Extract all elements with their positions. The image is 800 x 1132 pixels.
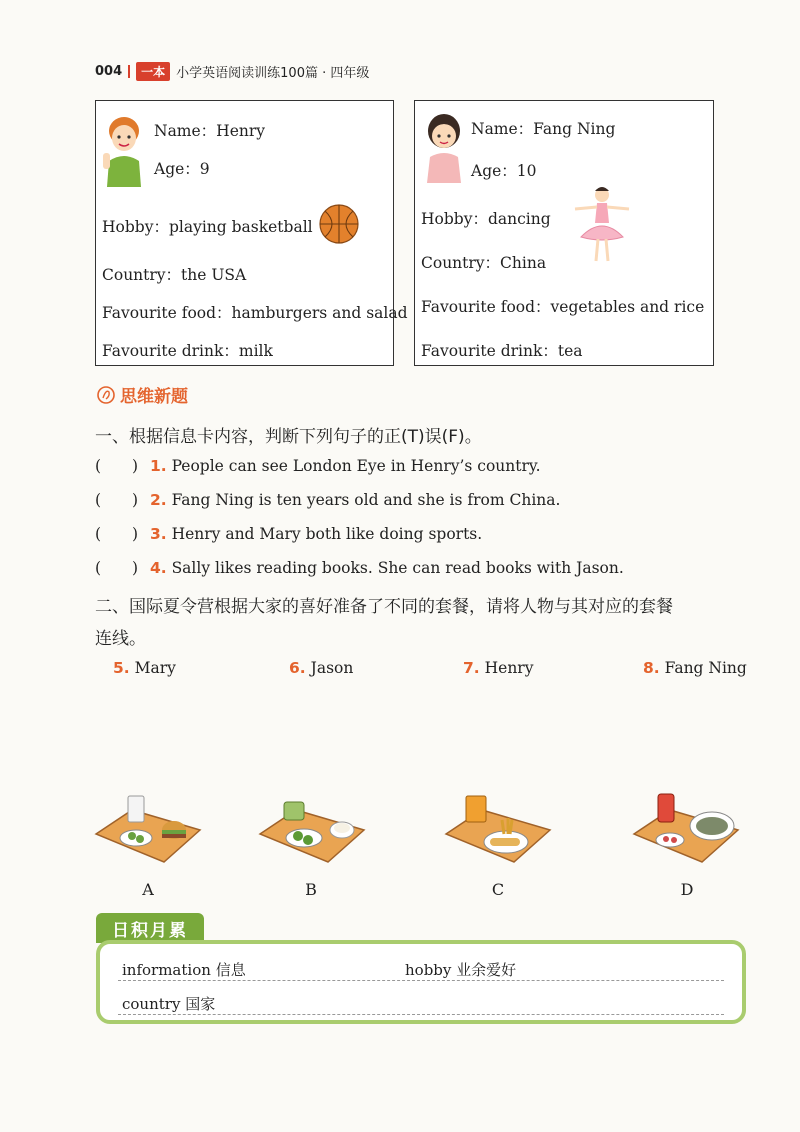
henry-hobby: Hobby：playing basketball [102, 218, 313, 236]
girl-avatar-icon [421, 109, 467, 183]
option-label-d: D [680, 880, 694, 899]
person-henry[interactable]: 7. Henry [463, 659, 534, 677]
vocab-title: 日积月累 [96, 913, 204, 943]
page-number: 004 [95, 63, 123, 79]
brand-logo: 一本 [136, 62, 170, 81]
vocab-item-hobby: hobby 业余爱好 [405, 961, 517, 979]
question-4 [95, 556, 624, 578]
henry-drink: Favourite drink：milk [102, 342, 273, 360]
vocab-item-country: country 国家 [122, 995, 216, 1013]
person-fang-ning[interactable]: 8. Fang Ning [643, 659, 747, 677]
person-jason[interactable]: 6. Jason [289, 659, 354, 677]
question-text: People can see London Eye in Henry’s country. [171, 457, 541, 475]
book-title: 小学英语阅读训练100篇 · 四年级 [176, 65, 370, 81]
fang-ning-food: Favourite food：vegetables and rice [421, 298, 705, 316]
vocab-box [96, 940, 746, 1024]
question-text: Fang Ning is ten years old and she is from China. [171, 491, 561, 509]
basketball-icon [318, 203, 360, 245]
fang-ning-drink: Favourite drink：tea [421, 342, 583, 360]
info-card-henry [95, 100, 408, 366]
henry-age: Age：9 [154, 160, 210, 178]
question-text: Sally likes reading books. She can read books with Jason. [171, 559, 624, 577]
fang-ning-name: Name：Fang Ning [471, 120, 616, 138]
info-card-fang-ning [414, 100, 714, 366]
vocab-item-information: information 信息 [122, 961, 246, 979]
fang-ning-country: Country：China [421, 254, 547, 272]
vocab-divider [118, 980, 724, 981]
question-2 [95, 488, 560, 510]
answer-blank[interactable]: ( ) [95, 457, 139, 475]
answer-blank[interactable]: ( ) [95, 559, 139, 577]
dancer-icon [567, 183, 637, 265]
meal-tray-c-icon[interactable] [442, 790, 554, 870]
option-label-b: B [305, 880, 317, 899]
boy-avatar-icon [101, 111, 147, 187]
question-text: Henry and Mary both like doing sports. [171, 525, 483, 543]
part2-instruction-line1: 二、国际夏令营根据大家的喜好准备了不同的套餐，请将人物与其对应的套餐 [95, 597, 673, 617]
meal-tray-b-icon[interactable] [256, 790, 368, 870]
question-number: 1. [149, 457, 167, 475]
henry-country: Country：the USA [102, 266, 247, 284]
person-mary[interactable]: 5. Mary [113, 659, 176, 677]
section-title [96, 382, 188, 407]
answer-blank[interactable]: ( ) [95, 525, 139, 543]
meal-tray-d-icon[interactable] [630, 790, 742, 870]
henry-food: Favourite food：hamburgers and salad [102, 304, 408, 322]
section-title-text: 思维新题 [120, 387, 188, 407]
question-3 [95, 522, 482, 544]
fang-ning-hobby: Hobby：dancing [421, 210, 551, 228]
henry-name: Name：Henry [154, 122, 266, 140]
question-number: 4. [149, 559, 167, 577]
question-number: 3. [149, 525, 167, 543]
lightbulb-icon [96, 385, 116, 405]
answer-blank[interactable]: ( ) [95, 491, 139, 509]
part1-instruction: 一、根据信息卡内容，判断下列句子的正(T)误(F)。 [95, 427, 482, 447]
vocab-divider [118, 1014, 724, 1015]
meal-tray-a-icon[interactable] [92, 790, 204, 870]
question-1 [95, 454, 541, 476]
question-number: 2. [149, 491, 167, 509]
option-label-c: C [491, 880, 505, 899]
header-divider [128, 65, 130, 78]
part2-instruction-line2: 连线。 [95, 629, 146, 649]
option-label-a: A [142, 880, 154, 899]
fang-ning-age: Age：10 [471, 162, 537, 180]
page-header [95, 60, 369, 82]
